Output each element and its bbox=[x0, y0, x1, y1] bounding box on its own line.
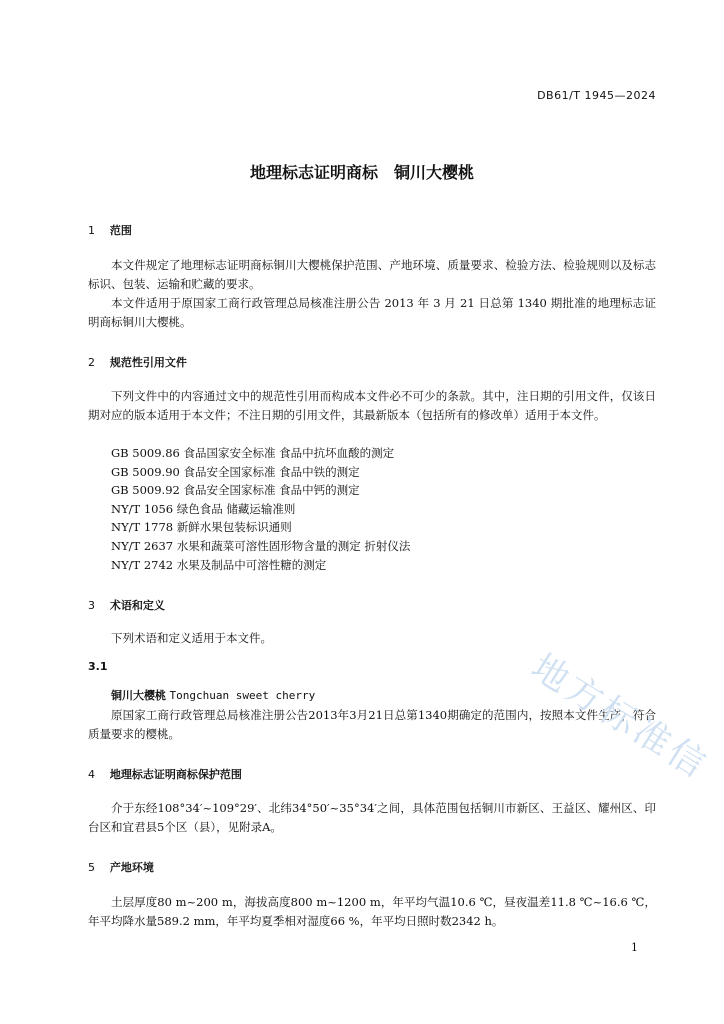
section-3-paragraph-1: 下列术语和定义适用于本文件。 bbox=[111, 631, 272, 645]
section-2-heading bbox=[88, 354, 187, 370]
section-number: 1 bbox=[88, 224, 95, 237]
section-number: 5 bbox=[88, 861, 95, 874]
reference-item: GB 5009.86 食品国家安全标准 食品中抗坏血酸的测定 bbox=[111, 446, 395, 460]
section-3-heading bbox=[88, 597, 165, 613]
document-code: DB61/T 1945—2024 bbox=[537, 89, 656, 102]
term-entry bbox=[111, 687, 315, 703]
section-title: 地理标志证明商标保护范围 bbox=[109, 768, 242, 781]
section-1-paragraph-1: 本文件规定了地理标志证明商标铜川大樱桃保护范围、产地环境、质量要求、检验方法、检验规则以及标志标识、包装、运输和贮藏的要求。 bbox=[88, 258, 656, 291]
term-definition: 原国家工商行政管理总局核准注册公告2013年3月21日总第1340期确定的范围内，按照本文件生产，符合质量要求的樱桃。 bbox=[88, 708, 656, 741]
section-number: 3 bbox=[88, 599, 95, 612]
reference-item: NY/T 2637 水果和蔬菜可溶性固形物含量的测定 折射仪法 bbox=[111, 538, 411, 553]
reference-item: NY/T 1056 绿色食品 储藏运输准则 bbox=[111, 501, 296, 516]
page-number: 1 bbox=[631, 941, 638, 954]
section-number: 4 bbox=[88, 768, 95, 781]
term-chinese: 铜川大樱桃 bbox=[111, 689, 166, 702]
document-title: 地理标志证明商标 铜川大樱桃 bbox=[249, 163, 474, 182]
section-1-paragraph-2: 本文件适用于原国家工商行政管理总局核准注册公告 2013 年 3 月 21 日总第 1340 期批准的地理标志证明商标铜川大樱桃。 bbox=[88, 296, 656, 329]
reference-item: GB 5009.92 食品安全国家标准 食品中钙的测定 bbox=[111, 483, 360, 498]
section-5-heading bbox=[88, 859, 154, 875]
watermark: 地方标准信 bbox=[524, 646, 716, 788]
section-title: 规范性引用文件 bbox=[109, 356, 187, 369]
section-title: 范围 bbox=[109, 224, 132, 237]
section-4-paragraph-1: 介于东经108°34′~109°29′、北纬34°50′~35°34′之间，具体范围包括铜川市新区、王益区、耀州区、印台区和宜君县5个区（县），见附录A。 bbox=[88, 801, 656, 834]
term-english: Tongchuan sweet cherry bbox=[169, 689, 316, 702]
reference-item: NY/T 1778 新鲜水果包装标识通则 bbox=[111, 520, 292, 535]
subsection-number: 3.1 bbox=[88, 660, 108, 673]
section-title: 术语和定义 bbox=[109, 599, 165, 612]
section-2-paragraph-1: 下列文件中的内容通过文中的规范性引用而构成本文件必不可少的条款。其中，注日期的引用文件，仅该日期对应的版本适用于本文件；不注日期的引用文件，其最新版本（包括所有的修改单）适用于本文件。 bbox=[88, 389, 656, 422]
reference-item: NY/T 2742 水果及制品中可溶性糖的测定 bbox=[111, 557, 327, 572]
section-title: 产地环境 bbox=[109, 861, 154, 874]
section-1-heading bbox=[88, 222, 132, 238]
reference-list bbox=[111, 444, 410, 574]
reference-item: GB 5009.90 食品安全国家标准 食品中铁的测定 bbox=[111, 464, 360, 479]
section-4-heading bbox=[88, 766, 242, 782]
section-number: 2 bbox=[88, 356, 95, 369]
section-5-paragraph-1: 土层厚度80 m~200 m，海拔高度800 m~1200 m，年平均气温10.6 ℃，昼夜温差11.8 ℃~16.6 ℃，年平均降水量589.2 mm，年平均夏季相对湿度66 %，年平均日照时数2342 h。 bbox=[88, 895, 656, 928]
